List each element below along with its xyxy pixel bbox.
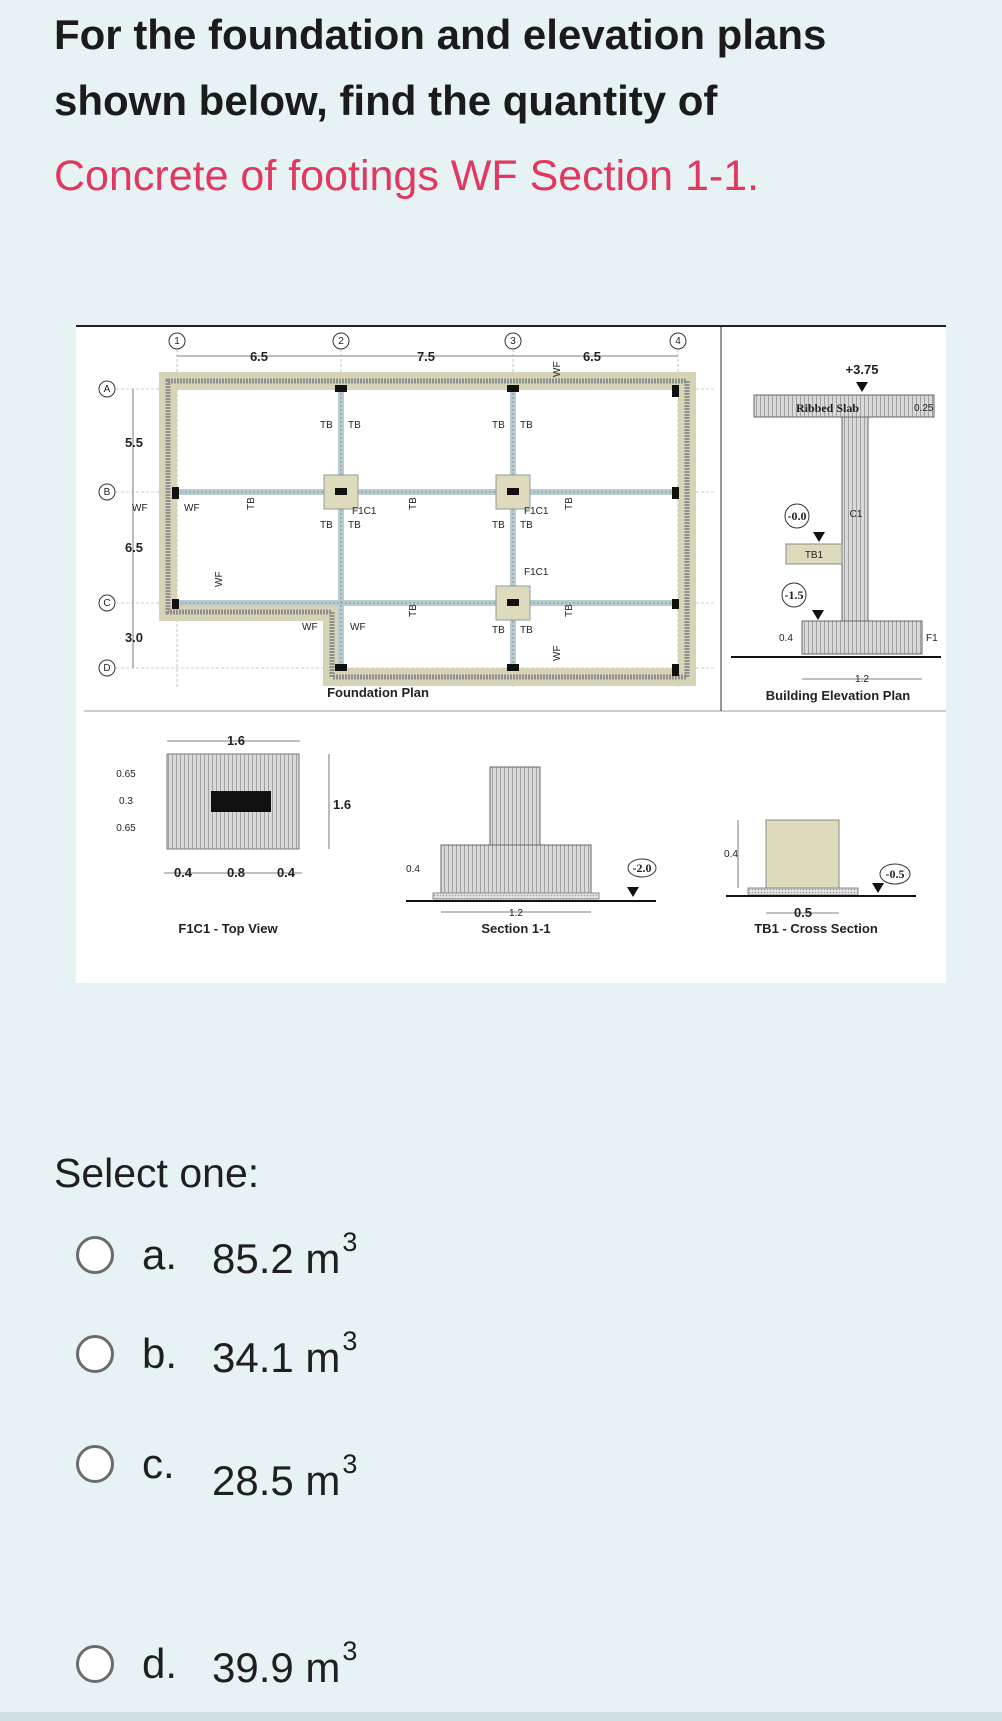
f1c1-label: F1C1: [524, 567, 549, 578]
footing-width: 1.2: [855, 674, 869, 685]
grid-col-3: [505, 333, 521, 349]
wall-footing-outline: [168, 381, 687, 677]
radio-a[interactable]: [76, 1236, 114, 1274]
building-elevation: [731, 362, 941, 703]
grid-row-b-label: B: [103, 487, 111, 498]
tb-label: TB: [520, 520, 533, 531]
tb-label: TB: [520, 420, 533, 431]
grid-row-d: [99, 660, 115, 676]
tb-label: TB: [564, 497, 575, 510]
grid-row-c: [99, 595, 115, 611]
grid-col-1: [169, 333, 185, 349]
radio-b[interactable]: [76, 1335, 114, 1373]
tb-label: TB: [408, 497, 419, 510]
span-y-1: 5.5: [124, 435, 144, 450]
tb-label: TB: [564, 604, 575, 617]
option-b-value: 34.1 $m^3$: [212, 1326, 358, 1381]
section-footing: [441, 845, 591, 893]
grid-col-2-label: 2: [338, 336, 344, 347]
wf-label: WF: [132, 503, 148, 514]
span-x-1: 6.5: [249, 349, 269, 364]
tb-label: TB: [246, 497, 257, 510]
top-view-dim-y2: 0.3: [119, 796, 133, 807]
column-c1: [842, 417, 868, 645]
tb-label: TB: [348, 420, 361, 431]
tb-label: TB: [408, 604, 419, 617]
grid-row-c-label: C: [103, 598, 111, 609]
column-top-view: [211, 791, 271, 812]
grid-col-4: [670, 333, 686, 349]
tie-beam-label: TB1: [804, 550, 824, 561]
top-view-dim-y1: 0.65: [116, 769, 136, 780]
ribbed-slab-label: Ribbed Slab: [796, 401, 860, 415]
section-thickness: 0.4: [406, 864, 420, 875]
elev-level-1-5: -1.5: [784, 588, 804, 602]
option-a-letter: a.: [142, 1231, 178, 1278]
option-b[interactable]: [76, 1324, 576, 1384]
wf-label: WF: [552, 645, 563, 661]
top-view-height: 1.6: [333, 797, 352, 812]
option-d[interactable]: [76, 1634, 576, 1694]
wf-label: WF: [214, 571, 225, 587]
question-title: [54, 2, 954, 134]
section-level: -2.0: [632, 861, 652, 875]
grid-row-b: [99, 484, 115, 500]
span-y-3: 3.0: [124, 630, 144, 645]
select-one-label: Select one:: [54, 1150, 260, 1196]
tb1-beam: [766, 820, 839, 888]
tb-label: TB: [320, 420, 333, 431]
question-line-2: shown below, find the quantity of: [54, 77, 718, 124]
top-view-dim-x2: 0.8: [226, 865, 246, 880]
grid-col-1-label: 1: [174, 336, 180, 347]
grid-col-3-label: 3: [510, 336, 516, 347]
column-label: C1: [849, 509, 863, 520]
wf-label: WF: [184, 503, 200, 514]
tb-label: TB: [520, 625, 533, 636]
top-view-dim-y3: 0.65: [116, 823, 136, 834]
question-line-1: For the foundation and elevation plans: [54, 11, 827, 58]
option-c-value: 28.5 $m^3$: [212, 1449, 358, 1504]
section-width: 1.2: [509, 908, 523, 919]
span-y-2: 6.5: [124, 540, 144, 555]
tb1-height: 0.4: [724, 849, 738, 860]
wf-label: WF: [350, 622, 366, 633]
tb1-width: 0.5: [793, 905, 813, 920]
grid-col-4-label: 4: [675, 336, 681, 347]
top-view-width: 1.6: [226, 733, 246, 748]
option-b-letter: b.: [142, 1330, 178, 1377]
question-subject: Concrete of footings WF Section 1-1.: [54, 152, 760, 200]
section-title: Section 1-1: [481, 921, 551, 936]
grid-col-2: [333, 333, 349, 349]
tb1-title: TB1 - Cross Section: [754, 921, 878, 936]
tb-label: TB: [492, 520, 505, 531]
span-x-3: 6.5: [582, 349, 602, 364]
option-d-letter: d.: [142, 1640, 178, 1687]
grid-row-a-label: A: [103, 384, 111, 395]
f1c1-label: F1C1: [352, 506, 377, 517]
foundation-plan-title: Foundation Plan: [327, 685, 429, 700]
footing-label: F1: [926, 633, 938, 644]
top-view-dim-x1: 0.4: [173, 865, 193, 880]
option-a-value: 85.2 $m^3$: [212, 1227, 358, 1282]
top-view-title: F1C1 - Top View: [178, 921, 278, 936]
option-d-value: 39.9 $m^3$: [212, 1636, 358, 1691]
grid-row-a: [99, 381, 115, 397]
tb1-level: -0.5: [885, 867, 905, 881]
elevation-title: Building Elevation Plan: [765, 688, 911, 703]
bottom-edge: [0, 1712, 1002, 1721]
f1c1-label: F1C1: [524, 506, 549, 517]
elev-level-0: -0.0: [787, 509, 807, 523]
grid-row-d-label: D: [103, 663, 111, 674]
tb-label: TB: [320, 520, 333, 531]
footing-f1: [802, 621, 922, 654]
radio-d[interactable]: [76, 1645, 114, 1683]
top-view-dim-x3: 0.4: [276, 865, 296, 880]
section-1-1: [406, 767, 656, 936]
option-c-letter: c.: [142, 1440, 175, 1487]
foundation-plan: [99, 333, 716, 700]
option-c[interactable]: [76, 1434, 576, 1504]
tb-label: TB: [348, 520, 361, 531]
wf-label: WF: [302, 622, 318, 633]
footing-thickness: 0.4: [779, 633, 793, 644]
span-x-2: 7.5: [416, 349, 436, 364]
tb-label: TB: [492, 625, 505, 636]
question-figure: [76, 325, 946, 983]
top-view: [116, 733, 351, 936]
wf-label: WF: [552, 361, 563, 377]
elev-top-level: +3.75: [845, 362, 879, 377]
slab-thickness: 0.25: [914, 403, 934, 414]
tb-label: TB: [492, 420, 505, 431]
radio-c[interactable]: [76, 1445, 114, 1483]
tb1-cross-section: [724, 820, 916, 936]
option-a[interactable]: [76, 1225, 576, 1285]
